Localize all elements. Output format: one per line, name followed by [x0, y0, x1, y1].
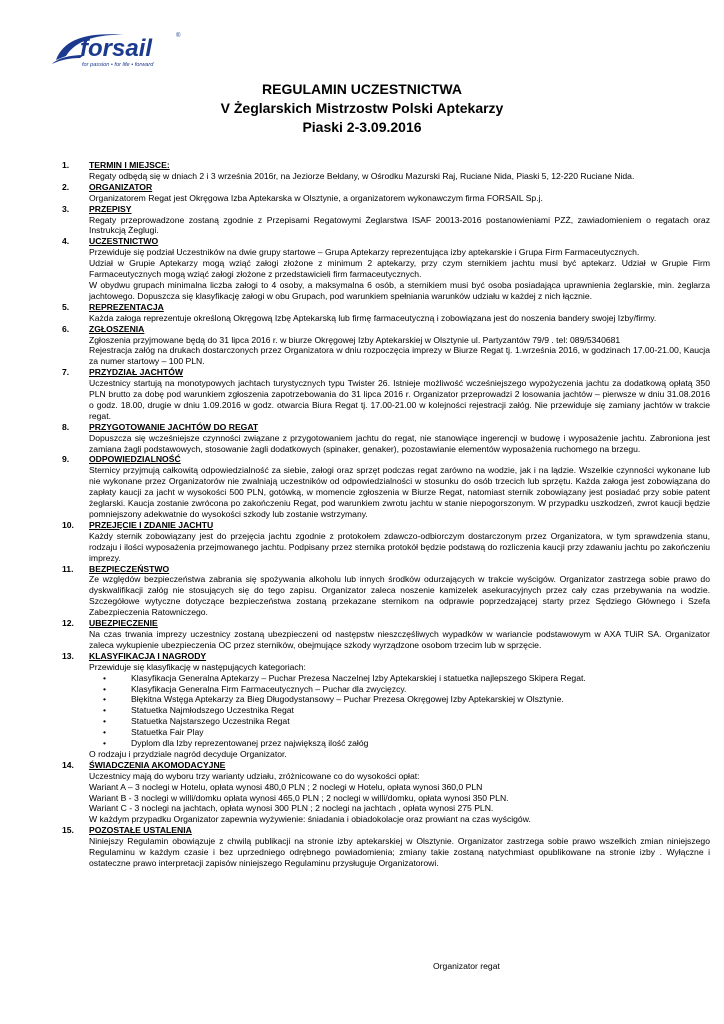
section-body — [89, 836, 710, 869]
section — [62, 454, 710, 519]
title-line-3: Piaski 2-3.09.2016 — [302, 119, 422, 135]
section — [62, 564, 710, 619]
award-list-item: • Dyplom dla Izby reprezentowanej przez największą ilość załóg — [89, 738, 710, 749]
section — [62, 520, 710, 564]
award-list-item: • Statuetka Fair Play — [89, 727, 710, 738]
section-paragraph: Dopuszcza się wcześniejsze czynności związane z przygotowaniem jachtu do regat, nie stanowiące ingerencji w budowę i wyposażenie jachtu. Zabroniona jest zamiana żagli podstawowych, stosowanie żagli dodatkowych (spinaker, genaker), pozostawianie elementów wyposażenia ruchomego na brzegu. — [89, 432, 710, 454]
section — [62, 324, 710, 368]
section-paragraph: Zgłoszenia przyjmowane będą do 31 lipca 2016 r. w biurze Okręgowej Izby Aptekarskiej w Olsztynie ul. Partyzantów 79/9 . tel: 089/5340681 — [89, 334, 621, 345]
section-heading: ZGŁOSZENIA — [89, 323, 145, 334]
award-list-item: • Błękitna Wstęga Aptekarzy za Bieg Długodystansowy – Puchar Prezesa Okręgowej Izby Aptekarskiej w Olsztynie. — [89, 694, 710, 705]
section-body — [89, 313, 710, 324]
section-paragraph: Ze względów bezpieczeństwa zabrania się spożywania alkoholu lub innych środków odurzających w trakcie wyścigów. Organizator zastrzega sobie prawo do dyskwalifikacji załóg nie stosujących się do tego zapisu. Organizator zaleca noszenie kamizelek asekuracyjnych przez cały czas przebywania na wodzie. Szczegółowe wytyczne dotyczące bezpieczeństwa zostaną przekazane sternikom na odprawie poprzedzającej starty przez Sędziego Głównego i Szefa Zabezpieczenia Ratowniczego. — [89, 574, 710, 618]
award-list-item: • Statuetka Najmłodszego Uczestnika Regat — [89, 705, 710, 716]
section-heading: POZOSTAŁE USTALENIA — [89, 825, 192, 836]
section-number: 4. — [62, 236, 70, 247]
section-number: 11. — [62, 563, 74, 574]
section-body — [89, 247, 710, 302]
section — [62, 618, 710, 651]
section-heading: REPREZENTACJA — [89, 301, 164, 312]
award-list-item: • Klasyfikacja Generalna Firm Farmaceutycznych – Puchar dla zwycięzcy. — [89, 684, 710, 695]
section — [62, 302, 710, 324]
section — [62, 422, 710, 455]
section-body — [89, 335, 710, 368]
section-paragraph: Udział w Grupie Aptekarzy mogą wziąć załogi złożone z minimum 2 aptekarzy, przy czym sternikiem jachtu musi być aptekarz. Udział w Grupie Firm Farmaceutycznych mogą wziąć załogi złożone z przedstawicieli firm farmaceutycznych. — [89, 258, 710, 280]
forsail-logo — [50, 28, 190, 70]
section-heading: TERMIN I MIEJSCE: — [89, 160, 170, 170]
section-paragraph: Regaty odbędą się w dniach 2 i 3 września 2016r, na Jeziorze Bełdany, w Ośrodku Mazurski Raj, Ruciane Nida, Piaski 5, 12-220 Ruciane Nida. — [89, 170, 635, 181]
section-number: 9. — [62, 454, 70, 465]
section-body — [89, 193, 710, 204]
section-paragraph: Sternicy przyjmują całkowitą odpowiedzialność za siebie, załogi oraz sprzęt podczas regat zarówno na wodzie, jak i na lądzie. Wszelkie czynności wykonane lub nie wykonane przez Organizatorów nie zwalniają uczestników od odpowiedzialności w stosunku do osób trzecich lub sprzętu. Każda załoga jest zobowiązana do zapłaty kaucji za jacht w wysokości 500 PLN, gotówką, w momencie zgłoszenia w Biurze Regat, natomiast sternik zobowiązany jest posiadać przy sobie patent żeglarski. Kaucja zostanie zwrócona po zakończeniu Regat, pod warunkiem zwrotu jachtu w stanie niepogorszonym. W przypadku uszkodzeń, zwrot kaucji będzie pomniejszony adekwatnie do wysokości szkody lub zostanie wstrzymany. — [89, 465, 710, 519]
section-number: 6. — [62, 323, 70, 334]
registered-mark: ® — [176, 33, 181, 39]
section — [62, 182, 710, 204]
section-paragraph: Uczestnicy startują na monotypowych jachtach turystycznych typu Twister 26. Istnieje możliwość wcześniejszego wypożyczenia jachtu za dodatkową opłatą 350 PLN brutto za dobę pod warunkiem zgłoszenia zapotrzebowania do 31 lipca 2016 r. Organizator przeprowadzi 2 losowania jachtów – pierwsze w dniu 31.08.2016 o godz. 18.00, drugie w dniu 1.09.2016 w godz. otwarcia Biura Regat tj. 17.00-21.00 w kolejności rejestracji załóg. Nie przewiduje się zamiany jachtów w trakcie regat. — [89, 378, 710, 421]
logo-tagline: for passion • for life • forward — [82, 62, 154, 68]
section-body — [89, 171, 710, 182]
document-title — [0, 80, 724, 137]
section-paragraph: Rejestracja załóg na drukach dostarczonych przez Organizatora w dniu rozpoczęcia imprezy w Biurze Regat tj. 1.września 2016, w godzinach 17.00-21.00, Kaucja za numer startowy – 100 PLN. — [89, 345, 710, 367]
award-list — [89, 673, 710, 749]
award-list-item: • Statuetka Najstarszego Uczestnika Regat — [89, 716, 710, 727]
section-body — [89, 662, 710, 760]
section-body — [89, 465, 710, 520]
section-number: 8. — [62, 421, 70, 432]
section — [62, 160, 710, 182]
section-heading: PRZYGOTOWANIE JACHTÓW DO REGAT — [89, 421, 259, 432]
section-body — [89, 629, 710, 651]
section-heading: ODPOWIEDZIALNOŚĆ — [89, 454, 181, 465]
section-paragraph: Niniejszy Regulamin obowiązuje z chwilą publikacji na stronie izby aptekarskiej w Olsztynie. Organizator zastrzega sobie prawo wszelkich zmian niniejszego Regulaminu w każdym czasie i bez uprzedniego odrębnego powiadomienia; zmiany takie zostaną natychmiast opublikowane na stronie izby . Wyłączne i ostateczne prawo interpretacji zapisów niniejszego Regulaminu przysługuje Organizatorowi. — [89, 836, 710, 868]
section — [62, 204, 710, 237]
section-number: 13. — [62, 650, 74, 661]
section-paragraph: Każda załoga reprezentuje określoną Okręgową Izbę Aptekarską lub firmę farmaceutyczną i zobowiązana jest do noszenia bandery swojej Izby/firmy. — [89, 312, 657, 323]
section-body — [89, 378, 710, 422]
logo-wordmark: forsail — [80, 35, 153, 62]
title-line-1: REGULAMIN UCZESTNICTWA — [262, 81, 462, 97]
award-list-item: • Klasyfikacja Generalna Aptekarzy – Puchar Prezesa Naczelnej Izby Aptekarskiej i statuetka najlepszego Skipera Regat. — [89, 673, 710, 684]
section-number: 5. — [62, 301, 70, 312]
section-number: 2. — [62, 181, 70, 192]
section — [62, 825, 710, 869]
section-paragraph: W każdym przypadku Organizator zapewnia wyżywienie: śniadania i obiadokolacje oraz prowiant na czas wyścigów. — [89, 814, 531, 825]
section-body — [89, 574, 710, 618]
section-outro: O rodzaju i przydziale nagród decyduje Organizator. — [89, 748, 287, 759]
title-line-2: V Żeglarskich Mistrzostw Polski Aptekarzy — [220, 100, 504, 116]
section-heading: ORGANIZATOR — [89, 181, 153, 192]
section — [62, 367, 710, 422]
section-heading: PRZEPISY — [89, 203, 132, 214]
section — [62, 236, 710, 301]
section-heading: PRZEJĘCIE I ZDANIE JACHTU — [89, 519, 214, 530]
regulations-body — [62, 160, 710, 869]
section — [62, 760, 710, 825]
section-paragraph: Każdy sternik zobowiązany jest do przejęcia jachtu zgodnie z protokołem zdawczo-odbiorczym dostarczonym przez Organizatora, w tym sprawdzenia stanu, rodzaju i ilości wyposażenia przejmowanego jachtu. Podpisany przez sternika protokół będzie podstawą do rozliczenia kaucji przy zdawaniu jachtu po zakończeniu imprezy. — [89, 530, 710, 563]
section-paragraph: Organizatorem Regat jest Okręgowa Izba Aptekarska w Olsztynie, a organizatorem wykonawczym firma FORSAIL Sp.j. — [89, 192, 543, 203]
section — [62, 651, 710, 760]
section-paragraph: Regaty przeprowadzone zostaną zgodnie z Przepisami Regatowymi Żeglarstwa ISAF 20013-2016 postanowieniami PZŻ, zawiadomieniem o regatach oraz Instrukcją Żeglugi. — [89, 214, 710, 236]
section-number: 15. — [62, 825, 74, 836]
section-body — [89, 215, 710, 237]
section-body — [89, 433, 710, 455]
section-number: 7. — [62, 367, 70, 378]
section-heading: KLASYFIKACJA I NAGRODY — [89, 650, 207, 661]
section-paragraph: Wariant C - 3 noclegi na jachtach, opłata wynosi 300 PLN ; 2 noclegi na jachtach , opłata wynosi 275 PLN. — [89, 803, 494, 814]
section-paragraph: W obydwu grupach minimalna liczba załogi to 4 osoby, a maksymalna 6 osób, a sternikiem musi być osoba posiadająca uprawnienia żeglarskie, min. żeglarza jachtowego. Dopuszcza się klasyfikację załogi w obu Grupach, pod warunkiem spełniania warunków udziału w każdej z nich łącznie. — [89, 279, 710, 301]
section-paragraph: Wariant A – 3 noclegi w Hotelu, opłata wynosi 480,0 PLN ; 2 noclegi w Hotelu, opłata wynosi 360,0 PLN — [89, 781, 483, 792]
section-number: 3. — [62, 203, 70, 214]
section-number: 10. — [62, 519, 74, 530]
forsail-logo-graphic — [50, 28, 190, 70]
signature: Organizator regat — [433, 961, 500, 971]
section-body — [89, 771, 710, 826]
section-intro: Przewiduje się klasyfikację w następujących kategoriach: — [89, 661, 306, 672]
section-heading: ŚWIADCZENIA AKOMODACYJNE — [89, 759, 226, 770]
section-body — [89, 531, 710, 564]
section-heading: UBEZPIECZENIE — [89, 618, 158, 629]
section-paragraph: Uczestnicy mają do wyboru trzy warianty udziału, zróżnicowane co do wysokości opłat: — [89, 770, 420, 781]
section-number: 12. — [62, 618, 74, 629]
section-heading: BEZPIECZEŃSTWO — [89, 563, 170, 574]
section-heading: UCZESTNICTWO — [89, 236, 159, 247]
section-paragraph: Na czas trwania imprezy uczestnicy zostaną ubezpieczeni od następstw nieszczęśliwych wypadków w wariancie podstawowym w AXA TUiR SA. Organizator zaleca wykupienie ubezpieczenia OC przez sterników, obejmujące szkody wyrządzone osobom trzecim lub w sprzęcie. — [89, 628, 710, 650]
section-number: 1. — [62, 160, 70, 170]
section-number: 14. — [62, 759, 74, 770]
section-paragraph: Przewiduje się podział Uczestników na dwie grupy startowe – Grupa Aptekarzy reprezentująca izby aptekarskie i Grupa Firm Farmaceutycznych. — [89, 247, 640, 258]
section-heading: PRZYDZIAŁ JACHTÓW — [89, 367, 184, 378]
section-paragraph: Wariant B - 3 noclegi w willi/domku opłata wynosi 465,0 PLN ; 2 noclegi w willi/domku, opłata wynosi 350 PLN. — [89, 792, 509, 803]
